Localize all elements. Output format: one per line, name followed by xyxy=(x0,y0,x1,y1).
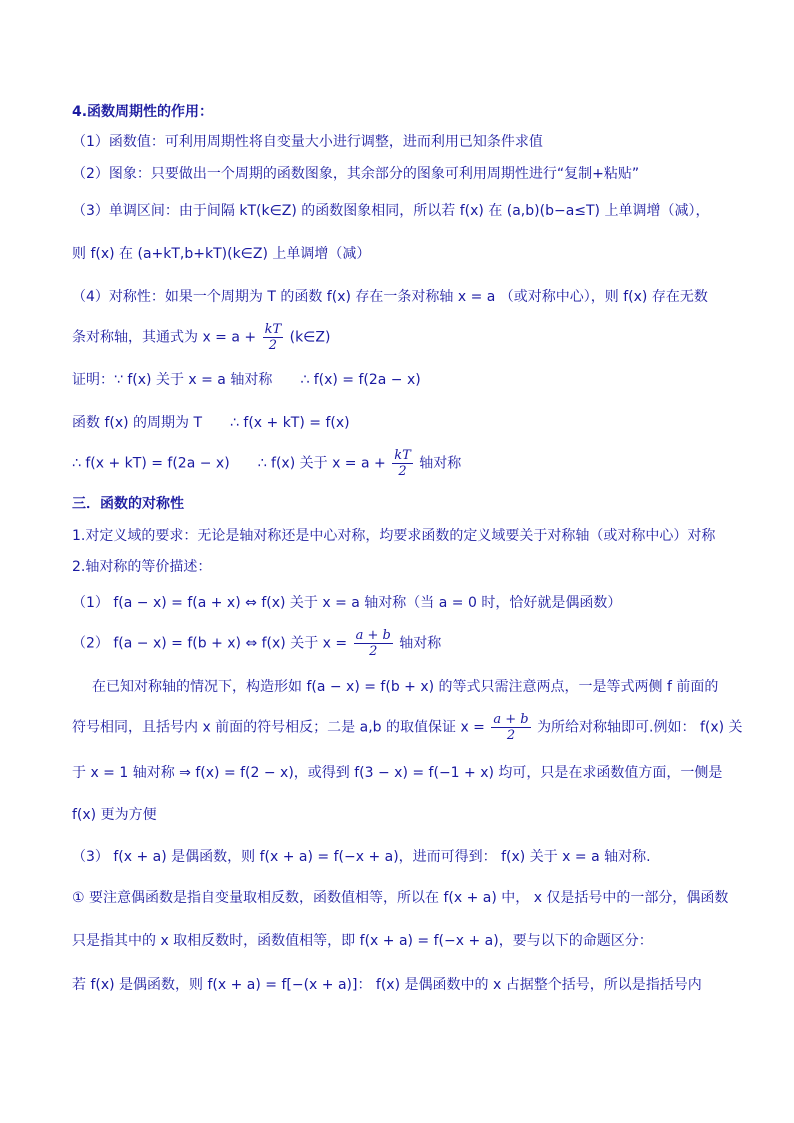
item-monotonic-interval-line2: 则 f(x) 在 (a+kT,b+kT)(k∈Z) 上单调增（减） xyxy=(72,246,371,262)
axis-equation-2-suffix: 轴对称 xyxy=(399,635,442,652)
proof-line3 xyxy=(72,448,734,479)
item-symmetry-line2 xyxy=(72,322,734,353)
proof-line3-suffix: 轴对称 xyxy=(419,455,462,472)
item-monotonic-interval-line1: （3）单调区间：由于间隔 kT(k∈Z) 的函数图象相同，所以若 f(x) 在 (a,b)(b−a≤T) 上单调增（减）， xyxy=(72,203,710,219)
kt-over-2-fraction: $\frac{kT}{2}$ xyxy=(264,322,282,353)
paragraph-line2 xyxy=(72,712,743,743)
paragraph-fraction: $\frac{a + b}{2}$ xyxy=(493,712,529,743)
axis-symmetry-subheading: 2.轴对称的等价描述： xyxy=(72,559,212,575)
paragraph-line4: f(x) 更为方便 xyxy=(72,807,157,823)
domain-requirement: 1.对定义域的要求：无论是轴对称还是中心对称，均要求函数的定义域要关于对称轴（或对称中心）对称 xyxy=(72,528,716,544)
a-plus-b-over-2-fraction: $\frac{a + b}{2}$ xyxy=(355,628,391,659)
note-line3: 若 f(x) 是偶函数，则 f(x + a) = f[−(x + a)]： f(x) 是偶函数中的 x 占据整个括号，所以是指括号内 xyxy=(72,977,702,993)
note-line1: ① 要注意偶函数是指自变量取相反数，函数值相等，所以在 f(x + a) 中， x 仅是括号中的一部分，偶函数 xyxy=(72,890,729,906)
paragraph-line2-suffix: 为所给对称轴即可.例如： f(x) 关 xyxy=(537,719,743,736)
symmetry-general-formula-suffix: (k∈Z) xyxy=(289,329,331,346)
proof-line2: 函数 f(x) 的周期为 T ∴ f(x + kT) = f(x) xyxy=(72,415,350,431)
axis-equation-3: （3） f(x + a) 是偶函数，则 f(x + a) = f(−x + a)，进而可得到： f(x) 关于 x = a 轴对称. xyxy=(72,849,651,865)
symmetry-general-formula-prefix: 条对称轴，其通式为 x = a + xyxy=(72,329,257,346)
section-4-heading: 4.函数周期性的作用： xyxy=(72,104,214,120)
paragraph-line3: 于 x = 1 轴对称 ⇒ f(x) = f(2 − x)，或得到 f(3 − x) = f(−1 + x) 均可，只是在求函数值方面，一侧是 xyxy=(72,765,723,781)
axis-equation-2-prefix: （2） f(a − x) = f(b + x) ⇔ f(x) 关于 x = xyxy=(72,635,348,652)
note-line2: 只是指其中的 x 取相反数时，函数值相等，即 f(x + a) = f(−x + a)，要与以下的命题区分： xyxy=(72,933,653,949)
proof-kt-over-2-fraction: $\frac{kT}{2}$ xyxy=(394,448,411,479)
proof-line3-prefix: ∴ f(x + kT) = f(2a − x) ∴ f(x) 关于 x = a + xyxy=(72,455,386,472)
paragraph-line1: 在已知对称轴的情况下，构造形如 f(a − x) = f(b + x) 的等式只需注意两点，一是等式两侧 f 前面的 xyxy=(92,679,719,695)
section-3-heading: 三．函数的对称性 xyxy=(72,496,184,512)
proof-line1: 证明：∵ f(x) 关于 x = a 轴对称 ∴ f(x) = f(2a − x) xyxy=(72,372,421,388)
item-graph: （2）图象：只要做出一个周期的函数图象，其余部分的图象可利用周期性进行“复制+粘贴” xyxy=(72,166,640,182)
axis-equation-2 xyxy=(72,628,734,659)
axis-equation-1: （1） f(a − x) = f(a + x) ⇔ f(x) 关于 x = a 轴对称（当 a = 0 时，恰好就是偶函数） xyxy=(72,595,622,611)
item-function-value: （1）函数值：可利用周期性将自变量大小进行调整，进而利用已知条件求值 xyxy=(72,134,543,150)
item-symmetry-line1: （4）对称性：如果一个周期为 T 的函数 f(x) 存在一条对称轴 x = a （或对称中心），则 f(x) 存在无数 xyxy=(72,289,708,305)
paragraph-line2-prefix: 符号相同，且括号内 x 前面的符号相反；二是 a,b 的取值保证 x = xyxy=(72,719,485,736)
